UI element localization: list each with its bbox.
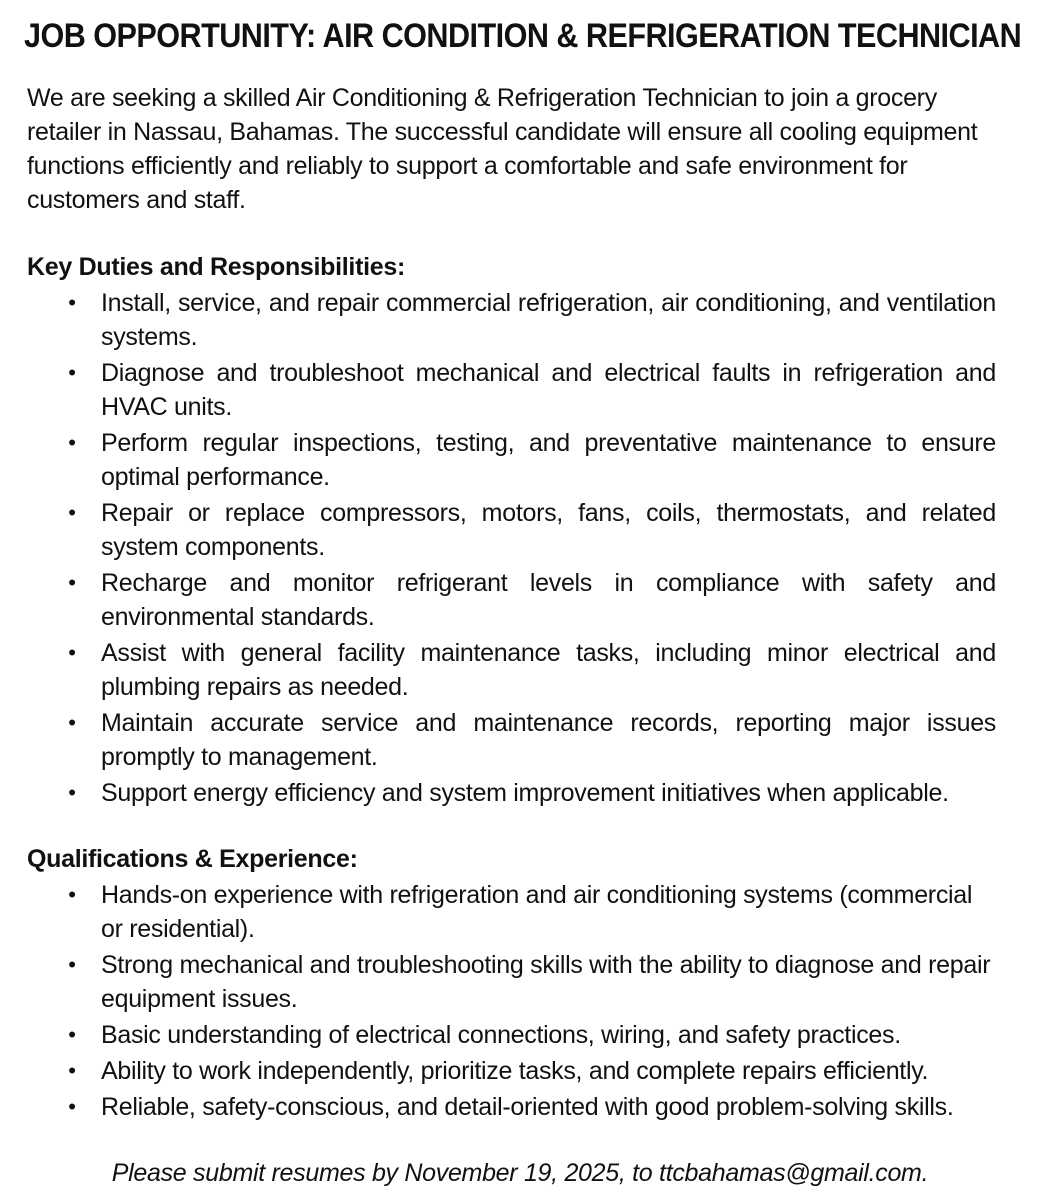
list-item <box>62 496 996 564</box>
list-item <box>62 948 996 1016</box>
list-item <box>62 878 996 946</box>
list-item-text: Basic understanding of electrical connections, wiring, and safety practices. <box>101 1021 901 1049</box>
list-item-text: Support energy efficiency and system improvement initiatives when applicable. <box>101 779 949 807</box>
bullet-icon: • <box>68 882 76 907</box>
list-item <box>62 356 996 424</box>
list-item-text: Perform regular inspections, testing, and preventative maintenance to ensure optimal performance. <box>101 429 996 491</box>
qualifications-heading: Qualifications & Experience: <box>27 845 358 873</box>
bullet-icon: • <box>68 360 76 385</box>
list-item <box>62 286 996 354</box>
list-item-text: Repair or replace compressors, motors, fans, coils, thermostats, and related system components. <box>101 499 996 561</box>
bullet-icon: • <box>68 640 76 665</box>
list-item <box>62 706 996 774</box>
list-item-text: Recharge and monitor refrigerant levels in compliance with safety and environmental standards. <box>101 569 996 631</box>
bullet-icon: • <box>68 570 76 595</box>
list-item <box>62 776 996 810</box>
list-item <box>62 566 996 634</box>
list-item-text: Install, service, and repair commercial refrigeration, air conditioning, and ventilation systems. <box>101 289 996 351</box>
list-item <box>62 1090 996 1124</box>
submission-note: Please submit resumes by November 19, 2025, to ttcbahamas@gmail.com. <box>111 1159 929 1187</box>
bullet-icon: • <box>68 952 76 977</box>
intro-paragraph: We are seeking a skilled Air Conditioning & Refrigeration Technician to join a grocery retailer in Nassau, Bahamas. The successful candidate will ensure all cooling equipment functions efficiently and reliably to support a comfortable and safe environment for customers and staff. <box>27 84 978 214</box>
page-title: JOB OPPORTUNITY: AIR CONDITION & REFRIGERATION TECHNICIAN <box>24 17 1022 55</box>
list-item-text: Maintain accurate service and maintenance records, reporting major issues promptly to management. <box>101 709 996 771</box>
bullet-icon: • <box>68 290 76 315</box>
bullet-icon: • <box>68 430 76 455</box>
list-item-text: Strong mechanical and troubleshooting skills with the ability to diagnose and repair equipment issues. <box>101 951 991 1013</box>
list-item-text: Assist with general facility maintenance tasks, including minor electrical and plumbing repairs as needed. <box>101 639 996 701</box>
list-item-text: Diagnose and troubleshoot mechanical and electrical faults in refrigeration and HVAC units. <box>101 359 996 421</box>
list-item <box>62 426 996 494</box>
bullet-icon: • <box>68 1058 76 1083</box>
list-item-text: Reliable, safety-conscious, and detail-oriented with good problem-solving skills. <box>101 1093 954 1121</box>
list-item <box>62 636 996 704</box>
duties-heading: Key Duties and Responsibilities: <box>27 253 405 281</box>
bullet-icon: • <box>68 1094 76 1119</box>
list-item <box>62 1054 996 1088</box>
list-item <box>62 1018 996 1052</box>
bullet-icon: • <box>68 1022 76 1047</box>
qualifications-list <box>62 878 996 1126</box>
list-item-text: Hands-on experience with refrigeration and air conditioning systems (commercial or residential). <box>101 881 973 943</box>
bullet-icon: • <box>68 500 76 525</box>
duties-list <box>62 286 996 812</box>
bullet-icon: • <box>68 780 76 805</box>
list-item-text: Ability to work independently, prioritize tasks, and complete repairs efficiently. <box>101 1057 929 1085</box>
bullet-icon: • <box>68 710 76 735</box>
